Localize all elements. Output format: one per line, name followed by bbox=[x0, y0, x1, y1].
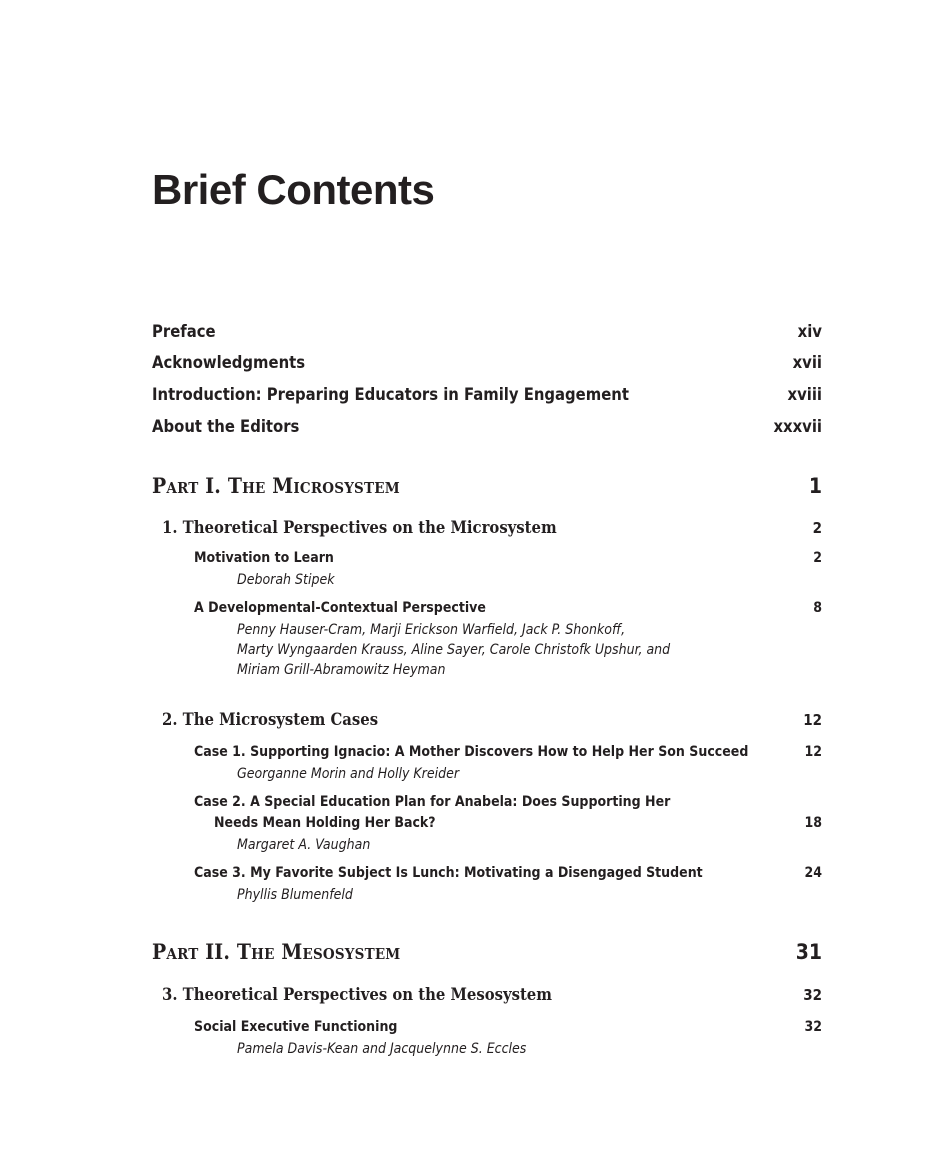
toc-entry-acknowledgments[interactable] bbox=[152, 353, 822, 372]
page-number: xxxvii bbox=[773, 417, 822, 436]
page-number: 24 bbox=[804, 865, 822, 881]
author-line: Marty Wyngaarden Krauss, Aline Sayer, Carole Christofk Upshur, and bbox=[237, 642, 671, 658]
toc-chapter-3[interactable] bbox=[162, 985, 822, 1004]
entry-authors bbox=[237, 1039, 526, 1059]
chapter-label: 2. The Microsystem Cases bbox=[162, 710, 379, 729]
entry-authors bbox=[237, 620, 670, 680]
toc-entry-case-1[interactable] bbox=[194, 744, 822, 760]
page-number: 12 bbox=[803, 711, 822, 729]
author-line: Phyllis Blumenfeld bbox=[237, 887, 353, 903]
page-number: 2 bbox=[812, 519, 822, 537]
toc-entry-introduction[interactable] bbox=[152, 385, 822, 404]
toc-chapter-1[interactable] bbox=[162, 518, 822, 537]
toc-entry-case-2-title[interactable] bbox=[194, 794, 670, 810]
toc-part-1[interactable] bbox=[152, 473, 822, 498]
part-label: Part I. The Microsystem bbox=[152, 473, 400, 498]
toc-part-2[interactable] bbox=[152, 939, 822, 964]
entry-authors bbox=[237, 764, 459, 784]
toc-entry-about-editors[interactable] bbox=[152, 417, 822, 436]
chapter-label: 3. Theoretical Perspectives on the Mesosystem bbox=[162, 985, 552, 1004]
entry-label: Acknowledgments bbox=[152, 353, 306, 372]
entry-authors bbox=[237, 835, 370, 855]
page-number: 8 bbox=[813, 600, 822, 616]
entry-authors bbox=[237, 570, 335, 590]
toc-entry-case-2[interactable] bbox=[214, 815, 822, 831]
page-number: 31 bbox=[795, 940, 822, 964]
entry-title: A Developmental-Contextual Perspective bbox=[194, 600, 486, 616]
page-number: xiv bbox=[797, 322, 822, 341]
author-line: Georganne Morin and Holly Kreider bbox=[237, 766, 459, 782]
author-line: Miriam Grill-Abramowitz Heyman bbox=[237, 662, 446, 678]
toc-entry-social-executive[interactable] bbox=[194, 1019, 822, 1035]
entry-label: About the Editors bbox=[152, 417, 300, 436]
entry-title: Social Executive Functioning bbox=[194, 1019, 398, 1035]
author-line: Deborah Stipek bbox=[237, 572, 335, 588]
author-line: Pamela Davis-Kean and Jacquelynne S. Eccles bbox=[237, 1041, 527, 1057]
entry-title-line-1: Case 2. A Special Education Plan for Anabela: Does Supporting Her bbox=[194, 794, 671, 810]
toc-entry-case-3[interactable] bbox=[194, 865, 822, 881]
toc-entry-preface[interactable] bbox=[152, 322, 822, 341]
part-label: Part II. The Mesosystem bbox=[152, 939, 401, 964]
page-number: 2 bbox=[813, 550, 822, 566]
toc-entry-developmental[interactable] bbox=[194, 600, 822, 616]
author-line: Penny Hauser-Cram, Marji Erickson Warfield, Jack P. Shonkoff, bbox=[237, 622, 626, 638]
page-number: 32 bbox=[803, 986, 822, 1004]
page-number: 1 bbox=[808, 474, 822, 498]
chapter-label: 1. Theoretical Perspectives on the Microsystem bbox=[162, 518, 557, 537]
page-number: 12 bbox=[804, 744, 822, 760]
entry-title: Motivation to Learn bbox=[194, 550, 334, 566]
entry-title-line-2: Needs Mean Holding Her Back? bbox=[214, 815, 436, 831]
page-number: 18 bbox=[804, 815, 822, 831]
entry-authors bbox=[237, 885, 353, 905]
entry-title: Case 1. Supporting Ignacio: A Mother Discovers How to Help Her Son Succeed bbox=[194, 744, 749, 760]
page-number: xviii bbox=[787, 385, 822, 404]
entry-title: Case 3. My Favorite Subject Is Lunch: Motivating a Disengaged Student bbox=[194, 865, 703, 881]
toc-entry-motivation[interactable] bbox=[194, 550, 822, 566]
page-number: xvii bbox=[792, 353, 822, 372]
page-title: Brief Contents bbox=[152, 166, 435, 213]
entry-label: Introduction: Preparing Educators in Family Engagement bbox=[152, 385, 629, 404]
author-line: Margaret A. Vaughan bbox=[237, 837, 371, 853]
toc-chapter-2[interactable] bbox=[162, 710, 822, 729]
entry-label: Preface bbox=[152, 322, 216, 341]
page-number: 32 bbox=[804, 1019, 822, 1035]
